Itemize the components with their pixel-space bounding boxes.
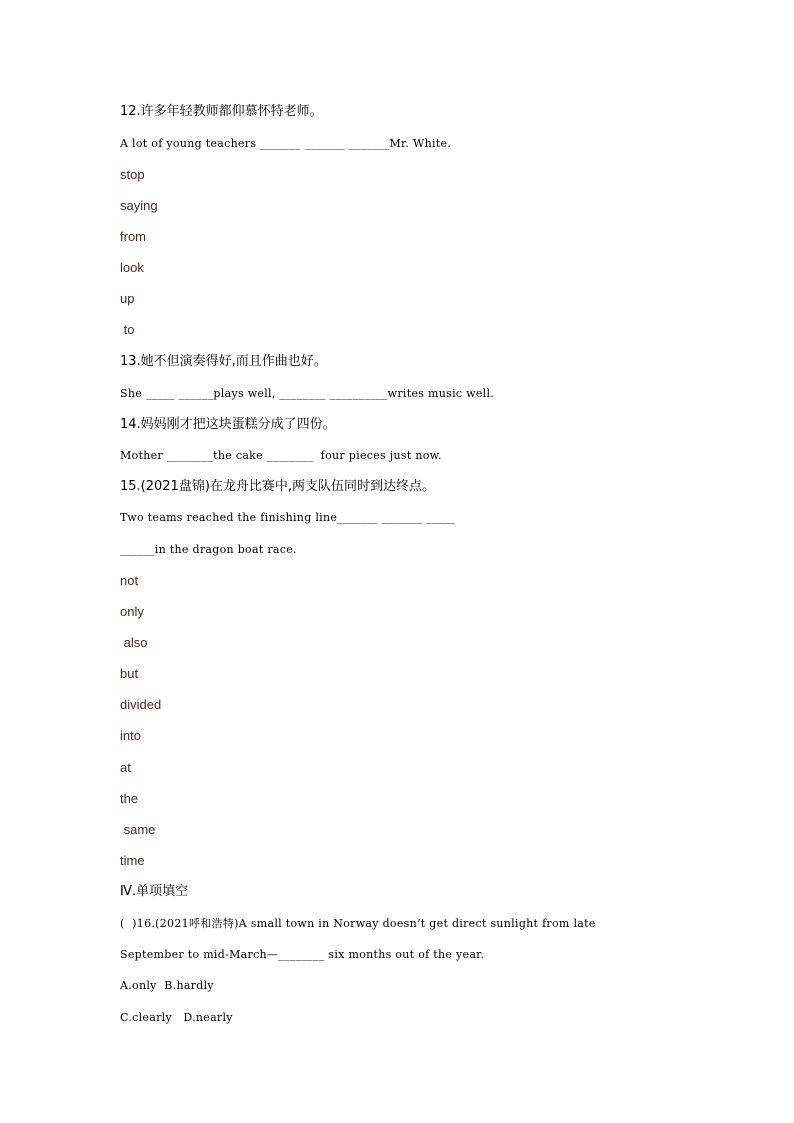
word-option: not (120, 573, 139, 588)
word-option: into (120, 728, 141, 743)
question-16-stem-line-1: ( )16.(2021呼和浩特)A small town in Norway doesn’t get direct sunlight from late (120, 917, 596, 930)
word-option: look (120, 260, 144, 275)
question-12-chinese: 12.许多年轻教师都仰慕怀特老师。 (120, 104, 323, 119)
word-option: from (120, 229, 146, 244)
word-option: stop (120, 167, 145, 182)
word-option: but (120, 666, 139, 681)
question-15-english-line-1: Two teams reached the finishing line_______ _______ _____ (120, 511, 455, 524)
question-14-chinese: 14.妈妈刚才把这块蛋糕分成了四份。 (120, 417, 336, 432)
word-option: up (120, 291, 135, 306)
word-option: same (120, 822, 156, 837)
word-option: only (120, 604, 144, 619)
section-heading-iv: Ⅳ.单项填空 (120, 884, 189, 899)
question-16-stem-line-2: September to mid-March—________ six months out of the year. (120, 948, 485, 961)
question-15-english-line-2: ______in the dragon boat race. (120, 543, 297, 556)
word-option: the (120, 791, 139, 806)
question-13-chinese: 13.她不但演奏得好,而且作曲也好。 (120, 354, 327, 369)
question-12-english: A lot of young teachers _______ _______ _______Mr. White. (120, 137, 452, 150)
question-16-options-a-b: A.only B.hardly (120, 979, 214, 992)
question-16-options-c-d: C.clearly D.nearly (120, 1011, 233, 1024)
word-option: divided (120, 697, 162, 712)
word-option: time (120, 853, 145, 868)
question-15-chinese: 15.(2021盘锦)在龙舟比赛中,两支队伍同时到达终点。 (120, 479, 436, 494)
word-option: also (120, 635, 148, 650)
question-14-english: Mother ________the cake ________ four pieces just now. (120, 449, 442, 462)
word-option: at (120, 760, 131, 775)
word-option: to (120, 322, 135, 337)
word-option: saying (120, 198, 158, 213)
question-13-english: She _____ ______plays well, ________ __________writes music well. (120, 387, 495, 400)
